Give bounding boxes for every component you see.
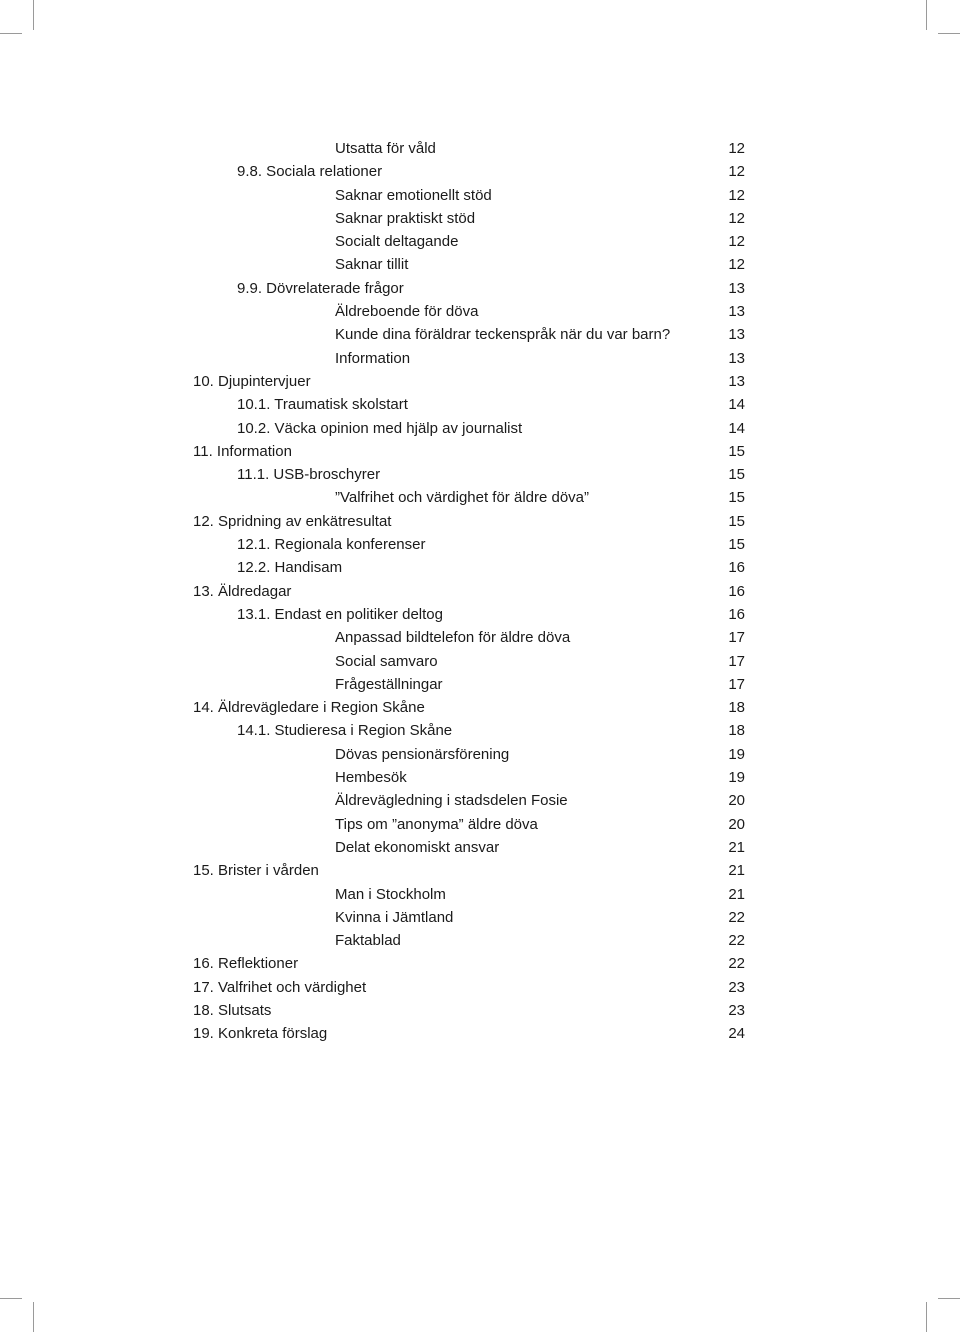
- crop-mark: [926, 0, 927, 30]
- toc-entry[interactable]: [0, 184, 960, 207]
- toc-entry-title: 17. Valfrihet och värdighet: [193, 978, 367, 996]
- toc-entry-title: 11. Information: [193, 442, 292, 460]
- toc-entry-title: Faktablad: [335, 932, 401, 950]
- crop-mark: [938, 33, 960, 34]
- toc-entry[interactable]: [0, 813, 960, 836]
- toc-entry[interactable]: [0, 277, 960, 300]
- toc-entry-title: Dövas pensionärsförening: [335, 745, 510, 763]
- toc-entry-page-number: 16: [728, 582, 745, 600]
- toc-entry[interactable]: [0, 580, 960, 603]
- toc-entry-page-number: 22: [728, 955, 745, 973]
- toc-entry-page-number: 21: [728, 862, 745, 880]
- toc-entry-page-number: 17: [728, 629, 745, 647]
- toc-entry-title: 14.1. Studieresa i Region Skåne: [237, 722, 453, 740]
- toc-entry-page-number: 17: [728, 675, 745, 693]
- toc-entry-title: Äldrevägledning i stadsdelen Fosie: [335, 792, 568, 810]
- toc-entry-title: 16. Reflektioner: [193, 955, 299, 973]
- toc-entry-title: 10.1. Traumatisk skolstart: [237, 396, 408, 414]
- toc-entry[interactable]: [0, 929, 960, 952]
- toc-entry-title: Delat ekonomiskt ansvar: [335, 838, 500, 856]
- toc-entry-page-number: 14: [728, 396, 745, 414]
- toc-entry-title: Saknar tillit: [335, 256, 409, 274]
- toc-entry[interactable]: [0, 626, 960, 649]
- crop-mark: [33, 1302, 34, 1332]
- toc-entry-page-number: 13: [728, 303, 745, 321]
- toc-entry-page-number: 12: [728, 256, 745, 274]
- crop-mark: [926, 1302, 927, 1332]
- toc-entry[interactable]: [0, 393, 960, 416]
- toc-entry-title: Man i Stockholm: [335, 885, 446, 903]
- toc-entry-title: 18. Slutsats: [193, 1001, 272, 1019]
- toc-entry-page-number: 12: [728, 233, 745, 251]
- toc-entry-title: Saknar emotionellt stöd: [335, 186, 492, 204]
- toc-entry-title: Äldreboende för döva: [335, 303, 479, 321]
- crop-mark: [938, 1298, 960, 1299]
- toc-entry-page-number: 13: [728, 372, 745, 390]
- toc-entry[interactable]: [0, 370, 960, 393]
- toc-entry[interactable]: [0, 230, 960, 253]
- toc-entry-title: 12.1. Regionala konferenser: [237, 536, 426, 554]
- toc-entry[interactable]: [0, 160, 960, 183]
- toc-entry[interactable]: [0, 486, 960, 509]
- toc-entry-title: 14. Äldrevägledare i Region Skåne: [193, 699, 425, 717]
- toc-entry-title: 13. Äldredagar: [193, 582, 292, 600]
- toc-entry[interactable]: [0, 976, 960, 999]
- toc-entry[interactable]: [0, 556, 960, 579]
- toc-entry-title: 13.1. Endast en politiker deltog: [237, 605, 443, 623]
- toc-entry-title: Kvinna i Jämtland: [335, 908, 454, 926]
- toc-entry[interactable]: [0, 253, 960, 276]
- toc-entry-page-number: 20: [728, 815, 745, 833]
- toc-entry[interactable]: [0, 766, 960, 789]
- toc-entry[interactable]: [0, 859, 960, 882]
- toc-entry[interactable]: [0, 137, 960, 160]
- toc-entry-title: 11.1. USB-broschyrer: [237, 466, 381, 484]
- toc-entry-title: 19. Konkreta förslag: [193, 1025, 328, 1043]
- toc-entry-title: Anpassad bildtelefon för äldre döva: [335, 629, 571, 647]
- toc-entry-page-number: 22: [728, 908, 745, 926]
- toc-entry-page-number: 23: [728, 978, 745, 996]
- toc-entry-title: Kunde dina föräldrar teckenspråk när du var barn?: [335, 326, 671, 344]
- toc-entry[interactable]: [0, 650, 960, 673]
- toc-entry[interactable]: [0, 836, 960, 859]
- toc-entry[interactable]: [0, 673, 960, 696]
- toc-entry[interactable]: [0, 510, 960, 533]
- toc-entry[interactable]: [0, 417, 960, 440]
- toc-entry-title: 15. Brister i vården: [193, 862, 319, 880]
- toc-entry-title: ”Valfrihet och värdighet för äldre döva”: [335, 489, 590, 507]
- toc-entry-title: 10.2. Väcka opinion med hjälp av journalist: [237, 419, 523, 437]
- toc-entry-page-number: 15: [728, 536, 745, 554]
- toc-entry-page-number: 17: [728, 652, 745, 670]
- toc-entry-title: 12.2. Handisam: [237, 559, 343, 577]
- toc-entry-page-number: 14: [728, 419, 745, 437]
- toc-entry[interactable]: [0, 323, 960, 346]
- toc-entry[interactable]: [0, 463, 960, 486]
- toc-entry-page-number: 24: [728, 1025, 745, 1043]
- toc-entry-page-number: 15: [728, 489, 745, 507]
- toc-entry-title: Saknar praktiskt stöd: [335, 209, 476, 227]
- toc-entry-page-number: 12: [728, 186, 745, 204]
- toc-entry[interactable]: [0, 906, 960, 929]
- toc-entry-title: Utsatta för våld: [335, 140, 436, 157]
- toc-entry[interactable]: [0, 603, 960, 626]
- toc-entry[interactable]: [0, 883, 960, 906]
- toc-entry-page-number: 15: [728, 466, 745, 484]
- toc-entry[interactable]: [0, 789, 960, 812]
- toc-entry-page-number: 21: [728, 838, 745, 856]
- toc-entry-title: Social samvaro: [335, 652, 438, 670]
- toc-entry-page-number: 12: [728, 163, 745, 181]
- toc-entry[interactable]: [0, 952, 960, 975]
- toc-entry-title: Socialt deltagande: [335, 233, 459, 251]
- toc-entry[interactable]: [0, 207, 960, 230]
- toc-entry[interactable]: [0, 347, 960, 370]
- crop-mark: [33, 0, 34, 30]
- toc-entry-title: 9.9. Dövrelaterade frågor: [237, 279, 404, 297]
- toc-entry-page-number: 15: [728, 442, 745, 460]
- toc-entry-page-number: 15: [728, 512, 745, 530]
- toc-entry-page-number: 18: [728, 699, 745, 717]
- toc-entry-title: Information: [335, 349, 411, 367]
- toc-entry[interactable]: [0, 533, 960, 556]
- toc-entry-title: Frågeställningar: [335, 675, 443, 693]
- toc-entry-page-number: 16: [728, 605, 745, 623]
- toc-entry-page-number: 18: [728, 722, 745, 740]
- toc-entry[interactable]: [0, 719, 960, 742]
- crop-mark: [0, 1298, 22, 1299]
- toc-entry[interactable]: [0, 999, 960, 1022]
- toc-entry-page-number: 22: [728, 932, 745, 950]
- toc-entry-page-number: 16: [728, 559, 745, 577]
- toc-entry-page-number: 19: [728, 769, 745, 787]
- toc-entry[interactable]: [0, 300, 960, 323]
- toc-entry-title: Tips om ”anonyma” äldre döva: [335, 815, 538, 833]
- toc-entry-page-number: 23: [728, 1001, 745, 1019]
- toc-entry-title: 12. Spridning av enkätresultat: [193, 512, 392, 530]
- toc-entry-page-number: 13: [728, 279, 745, 297]
- toc-entry-title: Hembesök: [335, 769, 407, 787]
- toc-entry[interactable]: [0, 696, 960, 719]
- toc-entry[interactable]: [0, 1022, 960, 1045]
- toc-entry-page-number: 13: [728, 326, 745, 344]
- toc-entry-page-number: 21: [728, 885, 745, 903]
- crop-mark: [0, 33, 22, 34]
- toc-entry[interactable]: [0, 440, 960, 463]
- toc-entry-title: 10. Djupintervjuer: [193, 372, 311, 390]
- toc-entry-page-number: 12: [728, 140, 745, 157]
- toc-entry-page-number: 20: [728, 792, 745, 810]
- toc-entry-page-number: 13: [728, 349, 745, 367]
- toc-entry-page-number: 12: [728, 209, 745, 227]
- toc-entry-page-number: 19: [728, 745, 745, 763]
- table-of-contents: [0, 137, 960, 1046]
- toc-entry-title: 9.8. Sociala relationer: [237, 163, 383, 181]
- toc-entry[interactable]: [0, 743, 960, 766]
